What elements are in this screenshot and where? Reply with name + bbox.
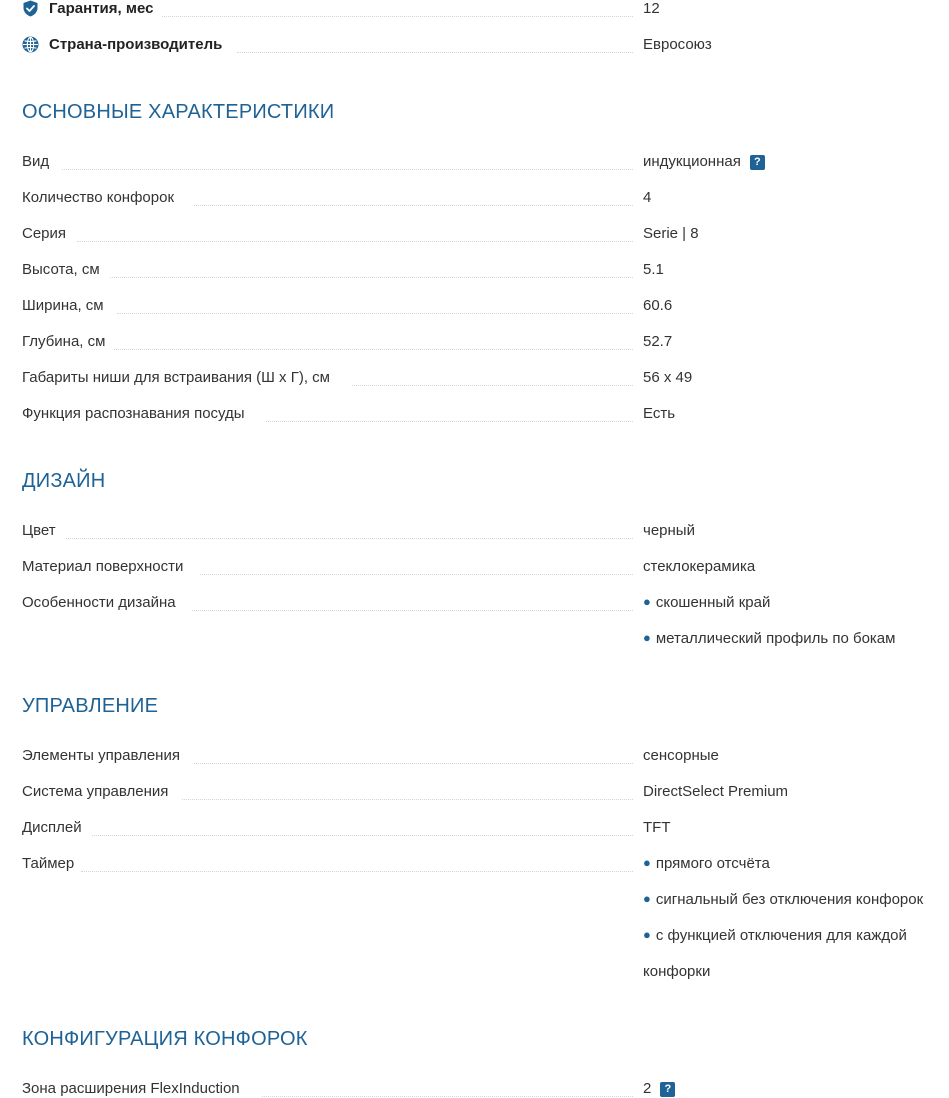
spec-row-country [22, 35, 949, 55]
spec-value: индукционная ? [643, 152, 765, 172]
spec-value: Есть [643, 405, 676, 422]
spec-label: Страна-производитель [49, 36, 223, 53]
shield-check-icon [22, 0, 39, 17]
dotted-leader [66, 538, 633, 539]
spec-value: 2 ? [643, 1079, 675, 1098]
dotted-leader [182, 799, 633, 800]
spec-row-warranty [22, 0, 949, 19]
spec-value: 12 [643, 0, 660, 17]
spec-label: Габариты ниши для встраивания (Ш х Г), см [22, 369, 330, 386]
dotted-leader [262, 1096, 633, 1097]
spec-row [22, 224, 949, 244]
spec-value-bullet: ● металлический профиль по бокам [643, 630, 896, 647]
spec-label: Элементы управления [22, 747, 180, 764]
section-title-design: ДИЗАЙН [22, 470, 106, 492]
dotted-leader [117, 313, 633, 314]
dotted-leader [192, 610, 633, 611]
spec-row [22, 260, 949, 280]
bullet-dot-icon: ● [643, 855, 651, 870]
dotted-leader [81, 871, 633, 872]
spec-label: Функция распознавания посуды [22, 405, 245, 422]
dotted-leader [110, 277, 633, 278]
spec-value: DirectSelect Premium [643, 783, 789, 800]
bullet-dot-icon: ● [643, 594, 651, 609]
spec-value-bullet: ● прямого отсчёта [643, 855, 770, 872]
spec-label: Особенности дизайна [22, 594, 176, 611]
section-title-burners: КОНФИГУРАЦИЯ КОНФОРОК [22, 1028, 308, 1050]
spec-label: Система управления [22, 783, 169, 800]
spec-value: 56 х 49 [643, 369, 693, 386]
dotted-leader [237, 52, 633, 53]
spec-value: 60.6 [643, 297, 673, 314]
spec-value: 4 [643, 189, 652, 206]
section-title-control: УПРАВЛЕНИЕ [22, 695, 159, 717]
spec-row [22, 557, 949, 577]
spec-row [22, 854, 949, 874]
bullet-dot-icon: ● [643, 630, 651, 645]
spec-value-continuation: конфорки [643, 963, 711, 980]
help-icon[interactable]: ? [660, 1082, 675, 1097]
spec-label: Материал поверхности [22, 558, 184, 575]
spec-row [22, 818, 949, 838]
globe-icon [22, 36, 39, 53]
spec-value: черный [643, 522, 695, 539]
dotted-leader [162, 16, 633, 17]
dotted-leader [114, 349, 633, 350]
spec-row [22, 746, 949, 766]
dotted-leader [62, 169, 633, 170]
spec-value: стеклокерамика [643, 558, 756, 575]
bullet-dot-icon: ● [643, 927, 651, 942]
spec-value: сенсорные [643, 747, 719, 764]
spec-value: 5.1 [643, 261, 664, 278]
spec-row [22, 521, 949, 541]
spec-label: Вид [22, 153, 50, 170]
dotted-leader [194, 763, 633, 764]
spec-label: Глубина, см [22, 333, 106, 350]
spec-value: 52.7 [643, 333, 673, 350]
dotted-leader [92, 835, 633, 836]
spec-row [22, 332, 949, 352]
spec-label: Цвет [22, 522, 56, 539]
spec-row [22, 782, 949, 802]
spec-label: Дисплей [22, 819, 82, 836]
spec-label: Таймер [22, 855, 75, 872]
dotted-leader [266, 421, 633, 422]
dotted-leader [77, 241, 633, 242]
spec-label: Количество конфорок [22, 189, 175, 206]
spec-row [22, 152, 949, 172]
spec-label: Высота, см [22, 261, 100, 278]
spec-label: Ширина, см [22, 297, 104, 314]
spec-value-bullet: ● с функцией отключения для каждой [643, 927, 907, 944]
dotted-leader [352, 385, 633, 386]
section-title-main: ОСНОВНЫЕ ХАРАКТЕРИСТИКИ [22, 101, 335, 123]
spec-row [22, 1079, 949, 1098]
spec-row [22, 368, 949, 388]
spec-row [22, 188, 949, 208]
bullet-dot-icon: ● [643, 891, 651, 906]
spec-value: Serie | 8 [643, 225, 699, 242]
spec-value-bullet: ● скошенный край [643, 594, 771, 611]
spec-value: Евросоюз [643, 36, 712, 53]
dotted-leader [194, 205, 633, 206]
spec-value: TFT [643, 819, 671, 836]
spec-row [22, 296, 949, 316]
dotted-leader [200, 574, 633, 575]
spec-label: Гарантия, мес [49, 0, 154, 17]
spec-row [22, 404, 949, 424]
spec-label: Серия [22, 225, 67, 242]
spec-label: Зона расширения FlexInduction [22, 1080, 240, 1097]
help-icon[interactable]: ? [750, 155, 765, 170]
spec-row [22, 593, 949, 613]
spec-value-bullet: ● сигнальный без отключения конфорок [643, 891, 924, 908]
